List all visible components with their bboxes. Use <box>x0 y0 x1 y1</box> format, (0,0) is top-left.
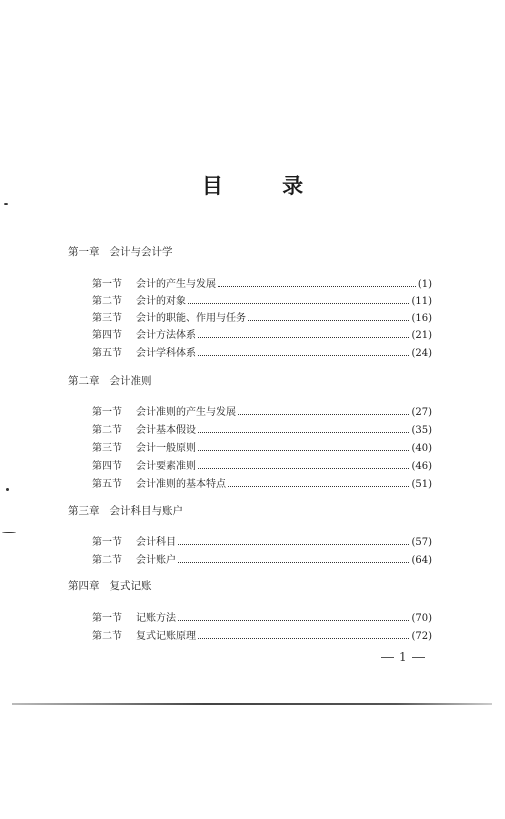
section-number: 第一节 <box>92 279 122 290</box>
section-page: (11) <box>411 296 432 307</box>
dash-decoration <box>412 657 425 658</box>
section-page: (46) <box>411 461 432 472</box>
section-number: 第四节 <box>92 330 122 341</box>
dot-leader <box>198 424 409 433</box>
chapter-heading <box>68 244 173 259</box>
chapter-number: 第一章 <box>68 246 100 258</box>
scan-speck <box>6 488 9 491</box>
dot-leader <box>228 478 409 487</box>
dash-decoration <box>381 657 394 658</box>
section-title: 会计账户 <box>136 555 176 566</box>
scan-border-line <box>12 703 492 705</box>
toc-entry[interactable] <box>92 421 432 435</box>
scan-speck <box>2 532 16 533</box>
toc-entry[interactable] <box>92 309 432 323</box>
section-number: 第二节 <box>92 631 122 642</box>
section-title: 会计方法体系 <box>136 330 196 341</box>
chapter-heading <box>68 503 183 518</box>
section-page: (21) <box>411 330 432 341</box>
section-title: 会计一般原则 <box>136 443 196 454</box>
section-title: 记账方法 <box>136 613 176 624</box>
dot-leader <box>218 278 416 287</box>
scan-speck <box>4 203 8 205</box>
section-title: 会计基本假设 <box>136 425 196 436</box>
chapter-heading <box>68 373 152 388</box>
toc-entry[interactable] <box>92 403 432 417</box>
section-page: (35) <box>411 425 432 436</box>
toc-entry[interactable] <box>92 326 432 340</box>
dot-leader <box>178 536 409 545</box>
toc-entry[interactable] <box>92 439 432 453</box>
section-number: 第二节 <box>92 425 122 436</box>
dot-leader <box>178 554 409 563</box>
dot-leader <box>248 312 409 321</box>
section-page: (16) <box>411 313 432 324</box>
chapter-title: 复式记账 <box>109 580 152 592</box>
section-title: 会计准则的基本特点 <box>136 479 226 490</box>
chapter-heading <box>68 578 152 593</box>
page-number <box>376 650 430 664</box>
chapter-title: 会计准则 <box>109 375 152 387</box>
section-number: 第一节 <box>92 407 122 418</box>
section-page: (64) <box>411 555 432 566</box>
section-number: 第二节 <box>92 296 122 307</box>
section-page: (70) <box>411 613 432 624</box>
section-page: (40) <box>411 443 432 454</box>
section-title: 会计科目 <box>136 537 176 548</box>
toc-entry[interactable] <box>92 292 432 306</box>
toc-entry[interactable] <box>92 533 432 547</box>
toc-entry[interactable] <box>92 344 432 358</box>
dot-leader <box>198 630 409 639</box>
dot-leader <box>198 347 409 356</box>
toc-entry[interactable] <box>92 627 432 641</box>
toc-entry[interactable] <box>92 551 432 565</box>
toc-entry[interactable] <box>92 609 432 623</box>
section-page: (72) <box>411 631 432 642</box>
section-number: 第三节 <box>92 313 122 324</box>
section-number: 第三节 <box>92 443 122 454</box>
section-title: 会计的职能、作用与任务 <box>136 313 246 324</box>
section-title: 会计准则的产生与发展 <box>136 407 236 418</box>
section-page: (1) <box>417 279 432 290</box>
section-title: 复式记账原理 <box>136 631 196 642</box>
section-title: 会计的对象 <box>136 296 186 307</box>
section-page: (57) <box>411 537 432 548</box>
section-number: 第四节 <box>92 461 122 472</box>
dot-leader <box>198 442 409 451</box>
toc-entry[interactable] <box>92 275 432 289</box>
section-page: (24) <box>411 348 432 359</box>
toc-entry[interactable] <box>92 457 432 471</box>
dot-leader <box>238 406 409 415</box>
chapter-title: 会计科目与账户 <box>109 505 183 517</box>
toc-entry[interactable] <box>92 475 432 489</box>
section-title: 会计的产生与发展 <box>136 279 216 290</box>
page-number-value: 1 <box>399 650 407 664</box>
chapter-number: 第三章 <box>68 505 100 517</box>
section-page: (27) <box>411 407 432 418</box>
section-number: 第二节 <box>92 555 122 566</box>
page-title: 目 录 <box>201 173 330 198</box>
chapter-number: 第二章 <box>68 375 100 387</box>
section-number: 第五节 <box>92 348 122 359</box>
chapter-number: 第四章 <box>68 580 100 592</box>
section-number: 第五节 <box>92 479 122 490</box>
dot-leader <box>188 295 409 304</box>
section-title: 会计要素准则 <box>136 461 196 472</box>
dot-leader <box>198 460 409 469</box>
section-title: 会计学科体系 <box>136 348 196 359</box>
section-number: 第一节 <box>92 537 122 548</box>
dot-leader <box>198 329 409 338</box>
dot-leader <box>178 612 409 621</box>
chapter-title: 会计与会计学 <box>109 246 173 258</box>
section-number: 第一节 <box>92 613 122 624</box>
section-page: (51) <box>411 479 432 490</box>
